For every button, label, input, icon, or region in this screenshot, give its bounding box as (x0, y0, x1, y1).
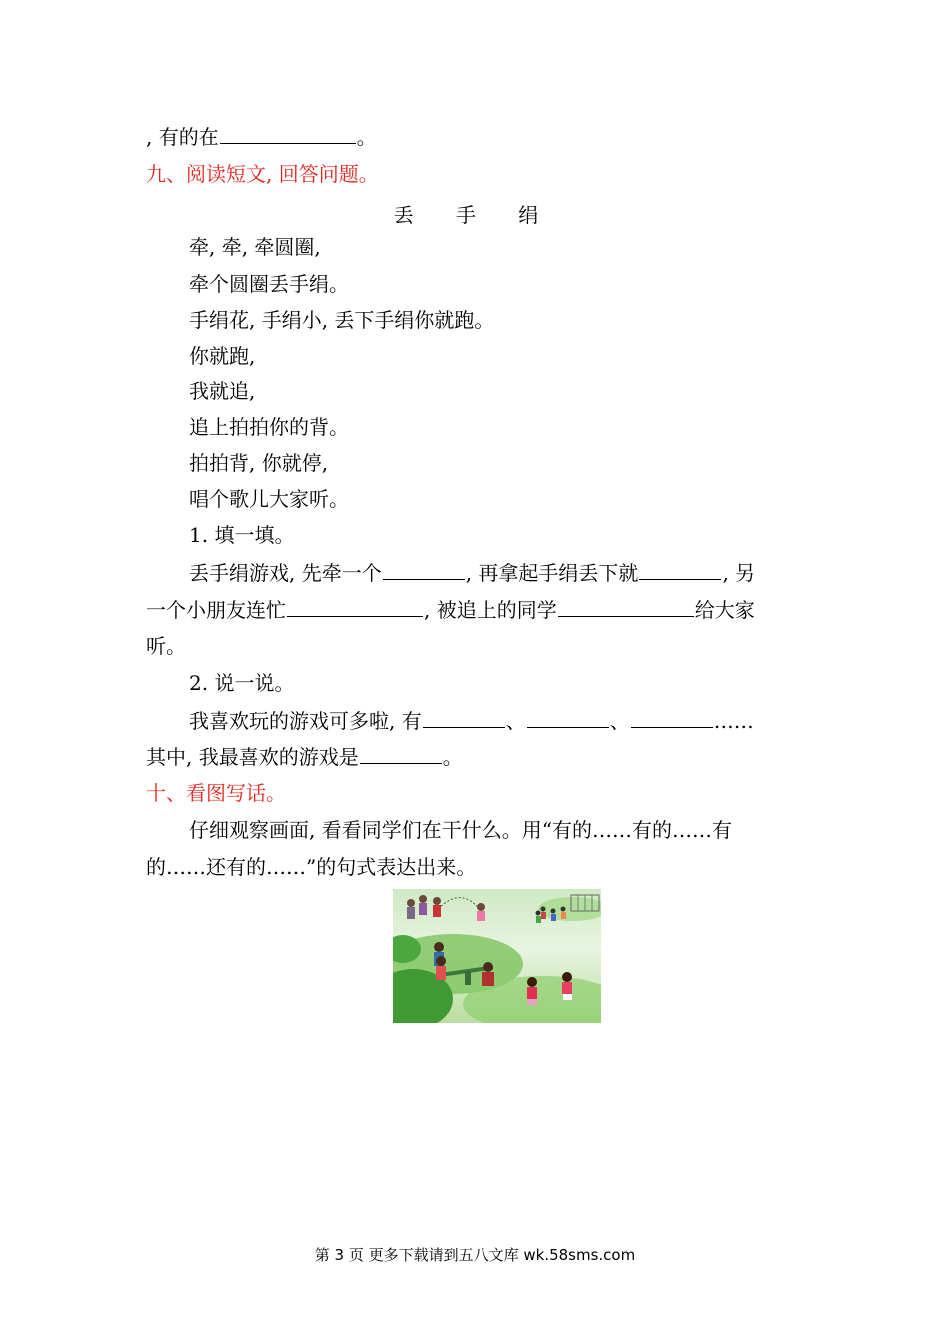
playground-scene (393, 889, 601, 1023)
playground-illustration (393, 889, 601, 1023)
poem-line: 牵个圆圈丢手绢。 (189, 272, 349, 296)
section-10-heading: 十、看图写话。 (146, 781, 286, 805)
answer-blank[interactable] (383, 559, 465, 580)
poem-title: 丢 手 绢 (393, 203, 557, 227)
q2-text: 。 (442, 745, 463, 769)
page-footer: 第 3 页 更多下载请到五八文库 wk.58sms.com (314, 1246, 636, 1264)
q2-text: 、 (609, 709, 630, 733)
q1-text: , 被追上的同学 (424, 598, 557, 622)
q1-text: 一个小朋友连忙 (146, 598, 286, 622)
question-1-label: 1. 填一填。 (189, 523, 295, 547)
answer-blank[interactable] (360, 743, 442, 764)
answer-blank[interactable] (558, 596, 694, 617)
poem-line: 拍拍背, 你就停, (189, 451, 329, 475)
answer-blank[interactable] (423, 707, 505, 728)
section-10-line-2: 的……还有的……”的句式表达出来。 (146, 855, 477, 879)
q2-text: …… (713, 709, 754, 733)
answer-blank[interactable] (639, 559, 721, 580)
answer-blank[interactable] (631, 707, 713, 728)
top-suffix: 。 (356, 125, 377, 149)
poem-line: 你就跑, (189, 344, 256, 368)
question-1-line-1 (189, 559, 755, 586)
q2-text: 其中, 我最喜欢的游戏是 (146, 745, 359, 769)
question-2-line-1 (189, 707, 754, 734)
question-1-line-3: 听。 (146, 634, 186, 658)
answer-blank[interactable] (220, 123, 356, 144)
q2-text: 、 (505, 709, 526, 733)
q2-text: 我喜欢玩的游戏可多啦, 有 (189, 709, 422, 733)
top-line (146, 123, 377, 150)
question-2-line-2 (146, 743, 463, 770)
answer-blank[interactable] (287, 596, 423, 617)
top-prefix: , 有的在 (146, 125, 219, 149)
poem-line: 唱个歌儿大家听。 (189, 487, 349, 511)
q1-text: , 再拿起手绢丢下就 (465, 561, 639, 585)
poem-line: 追上拍拍你的背。 (189, 415, 349, 439)
q1-text: , 另 (722, 561, 756, 585)
answer-blank[interactable] (527, 707, 609, 728)
q1-text: 丢手绢游戏, 先牵一个 (189, 561, 382, 585)
section-9-heading: 九、阅读短文, 回答问题。 (146, 162, 379, 186)
poem-line: 我就追, (189, 379, 256, 403)
poem-line: 牵, 牵, 牵圆圈, (189, 235, 321, 259)
question-1-line-2 (146, 596, 755, 623)
q1-text: 给大家 (694, 598, 755, 622)
section-10-line-1: 仔细观察画面, 看看同学们在干什么。用“有的……有的……有 (189, 818, 732, 842)
poem-line: 手绢花, 手绢小, 丢下手绢你就跑。 (189, 308, 495, 332)
question-2-label: 2. 说一说。 (189, 671, 295, 695)
